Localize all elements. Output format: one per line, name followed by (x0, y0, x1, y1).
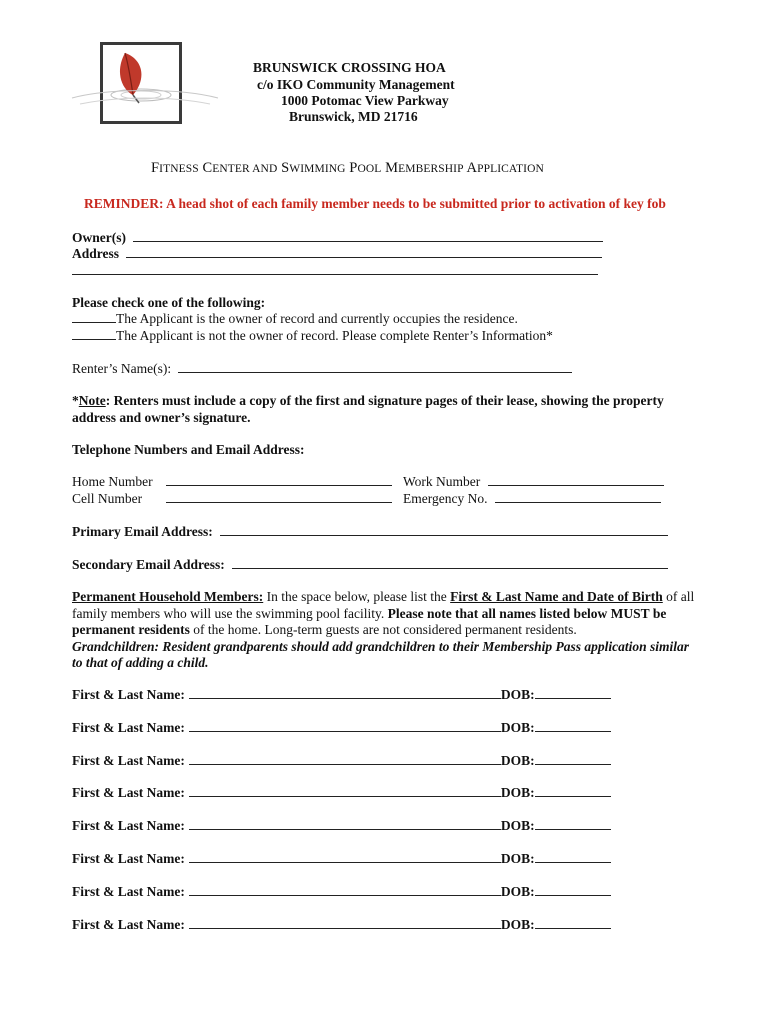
work-number-label: Work Number (403, 474, 481, 489)
renter-note: *Note: Renters must include a copy of the first and signature pages of their lease, showing the property address and owner’s signature. (72, 393, 664, 425)
phone-heading: Telephone Numbers and Email Address: (72, 442, 305, 457)
owner-field[interactable] (133, 230, 603, 242)
secondary-email-label: Secondary Email Address: (72, 557, 225, 572)
renter-row (72, 361, 572, 377)
city-state-zip: Brunswick, MD 21716 (289, 109, 418, 124)
member-row (72, 818, 611, 834)
cell-number-field[interactable] (166, 491, 392, 503)
address-row-2 (72, 263, 598, 279)
member-dob-label: DOB: (500, 752, 535, 768)
member-row (72, 753, 611, 769)
member-dob-field[interactable] (535, 720, 611, 732)
home-number-label: Home Number (72, 474, 153, 489)
member-dob-label: DOB: (500, 719, 535, 735)
member-name-label: First & Last Name: (72, 883, 185, 899)
member-name-field[interactable] (189, 851, 501, 863)
option-owner-text: The Applicant is the owner of record and currently occupies the residence. (116, 311, 518, 326)
address-row (72, 246, 602, 262)
emergency-number-label: Emergency No. (403, 491, 488, 506)
option-owner-check[interactable] (72, 311, 116, 323)
member-row (72, 851, 611, 867)
address-field-line1[interactable] (126, 246, 602, 258)
household-instructions: Permanent Household Members: In the space below, please list the First & Last Name and Date of Birth of all family members who will use the swimming pool facility. Please note that all names listed below MUST be permanent residents of the home. Long-term guests are not considered permanent residents. Grandchildren: Resident grandparents should add grandchildren to their Membership Pass application similar to that of adding a child. (72, 589, 695, 670)
check-heading: Please check one of the following: (72, 295, 266, 310)
member-dob-label: DOB: (500, 818, 535, 834)
member-row (72, 687, 611, 703)
member-name-label: First & Last Name: (72, 785, 185, 801)
secondary-email-row (72, 557, 668, 573)
member-dob-field[interactable] (535, 818, 611, 830)
member-dob-label: DOB: (500, 785, 535, 801)
option-renter-text: The Applicant is not the owner of record. Please complete Renter’s Information* (116, 328, 553, 343)
secondary-email-field[interactable] (232, 557, 668, 569)
option-renter-check[interactable] (72, 328, 116, 340)
street-address: 1000 Potomac View Parkway (281, 93, 449, 108)
emergency-number-row (403, 491, 661, 507)
work-number-field[interactable] (488, 474, 664, 486)
form-title: FITNESS CENTER AND SWIMMING POOL MEMBERSHIP APPLICATION (151, 160, 544, 176)
member-dob-label: DOB: (500, 916, 535, 932)
member-dob-field[interactable] (535, 884, 611, 896)
primary-email-field[interactable] (220, 524, 668, 536)
member-row (72, 917, 611, 933)
owner-label: Owner(s) (72, 230, 126, 245)
member-name-field[interactable] (189, 687, 501, 699)
address-field-line2[interactable] (72, 263, 598, 275)
member-name-field[interactable] (189, 917, 501, 929)
water-ripple-icon (70, 80, 220, 120)
member-name-field[interactable] (189, 753, 501, 765)
reminder-notice: REMINDER: A head shot of each family member needs to be submitted prior to activation of key fob (84, 196, 666, 211)
member-name-label: First & Last Name: (72, 851, 185, 866)
member-name-label: First & Last Name: (72, 818, 185, 834)
member-name-label: First & Last Name: (72, 719, 185, 735)
org-name: BRUNSWICK CROSSING HOA (253, 60, 446, 75)
member-row (72, 785, 611, 801)
member-dob-field[interactable] (535, 753, 611, 765)
primary-email-row (72, 524, 668, 540)
owner-row (72, 230, 603, 246)
member-row (72, 720, 611, 736)
member-dob-field[interactable] (535, 917, 611, 929)
primary-email-label: Primary Email Address: (72, 524, 213, 539)
member-name-label: First & Last Name: (72, 916, 185, 932)
care-of: c/o IKO Community Management (257, 77, 455, 92)
member-dob-field[interactable] (535, 687, 611, 699)
member-dob-field[interactable] (535, 785, 611, 797)
member-name-field[interactable] (189, 720, 501, 732)
member-dob-field[interactable] (535, 851, 611, 863)
cell-number-label: Cell Number (72, 491, 143, 506)
member-name-label: First & Last Name: (72, 752, 185, 768)
renter-field[interactable] (178, 361, 572, 373)
work-number-row (403, 474, 664, 490)
member-dob-label: DOB: (500, 851, 535, 866)
option-renter (72, 328, 553, 344)
member-row (72, 884, 611, 900)
cell-number-row (72, 491, 392, 507)
member-dob-label: DOB: (500, 883, 535, 899)
member-name-field[interactable] (189, 818, 501, 830)
address-label: Address (72, 246, 120, 261)
member-dob-label: DOB: (500, 687, 535, 702)
renter-label: Renter’s Name(s): (72, 361, 172, 376)
emergency-number-field[interactable] (495, 491, 661, 503)
member-name-field[interactable] (189, 785, 501, 797)
member-name-label: First & Last Name: (72, 687, 185, 702)
home-number-row (72, 474, 392, 490)
home-number-field[interactable] (166, 474, 392, 486)
option-owner (72, 311, 518, 327)
member-name-field[interactable] (189, 884, 501, 896)
